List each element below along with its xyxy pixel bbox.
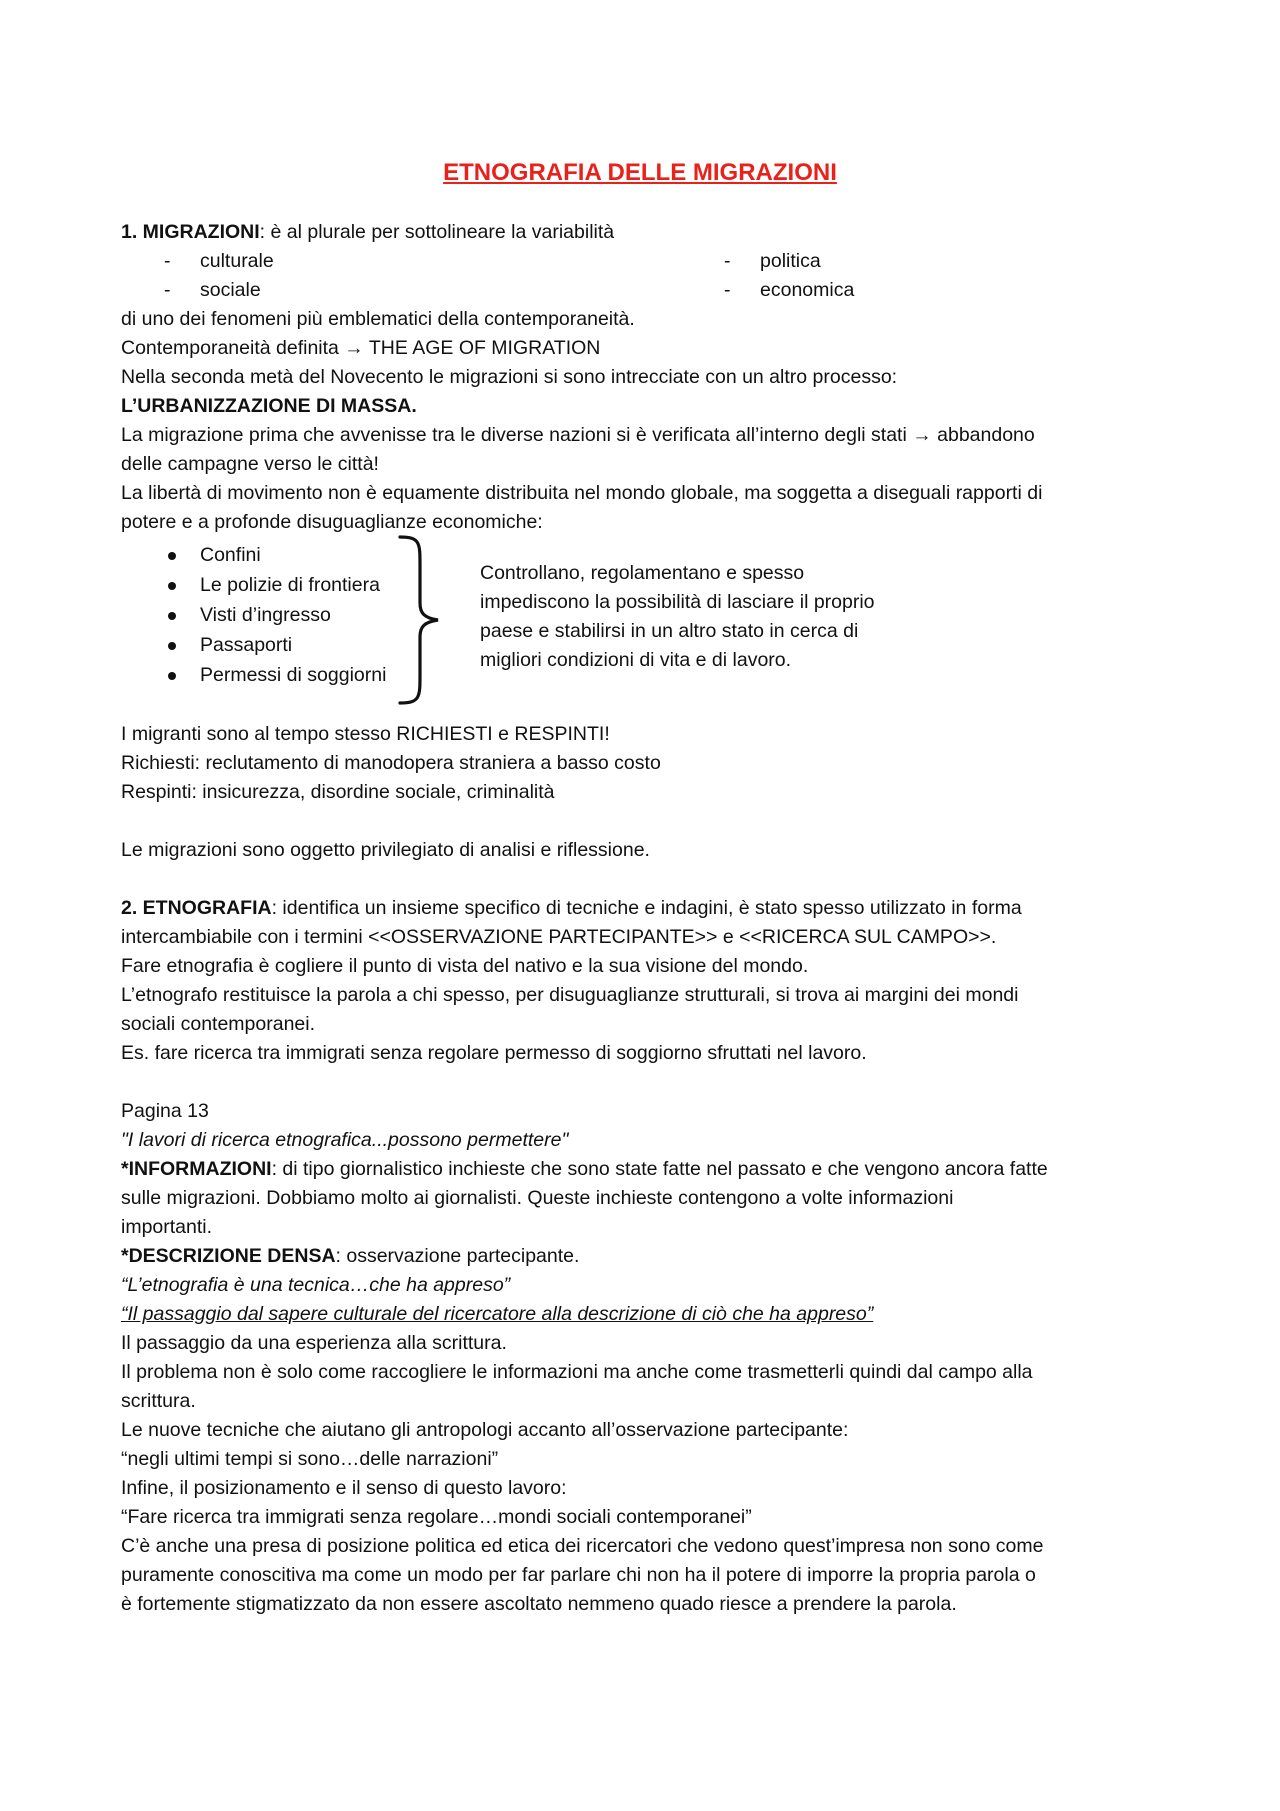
dash-item: culturale bbox=[200, 250, 274, 272]
paragraph-line: delle campagne verso le città! bbox=[121, 453, 379, 475]
paragraph-line: Respinti: insicurezza, disordine sociale, criminalità bbox=[121, 781, 555, 803]
paragraph-line: La libertà di movimento non è equamente distribuita nel mondo globale, ma soggetta a diseguali rapporti di bbox=[121, 482, 1043, 504]
info-text: : di tipo giornalistico inchieste che sono state fatte nel passato e che vengono ancora fatte bbox=[271, 1158, 1048, 1180]
dash-marker: - bbox=[724, 279, 731, 301]
page-reference: Pagina 13 bbox=[121, 1100, 209, 1122]
paragraph-line: potere e a profonde disuguaglianze economiche: bbox=[121, 511, 543, 533]
bullet-icon bbox=[168, 672, 176, 680]
paragraph-line: sulle migrazioni. Dobbiamo molto ai giornalisti. Queste inchieste contengono a volte informazioni bbox=[121, 1187, 954, 1209]
section-2-heading bbox=[121, 894, 1022, 923]
paragraph-line: I migranti sono al tempo stesso RICHIESTI e RESPINTI! bbox=[121, 723, 610, 745]
bullet-item: Confini bbox=[200, 544, 261, 566]
bullet-item: Passaporti bbox=[200, 634, 293, 656]
paragraph-line: Le nuove tecniche che aiutano gli antropologi accanto all’osservazione partecipante: bbox=[121, 1419, 849, 1441]
bullet-icon bbox=[168, 642, 176, 650]
bullet-item: Le polizie di frontiera bbox=[200, 574, 380, 596]
dash-marker: - bbox=[724, 250, 731, 272]
bullet-item: Visti d’ingresso bbox=[200, 604, 331, 626]
paragraph-line: La migrazione prima che avvenisse tra le diverse nazioni si è verificata all’interno degli stati → abbandono bbox=[121, 424, 1035, 446]
brace-text-line: Controllano, regolamentano e spesso bbox=[480, 562, 805, 584]
info-label: *INFORMAZIONI bbox=[121, 1158, 272, 1180]
quote-line: “L’etnografia è una tecnica…che ha appreso” bbox=[121, 1274, 511, 1296]
dash-item: economica bbox=[760, 279, 855, 301]
bullet-item: Permessi di soggiorni bbox=[200, 664, 387, 686]
info-heading bbox=[121, 1155, 1048, 1184]
section-1-label: 1. MIGRAZIONI bbox=[121, 221, 260, 243]
paragraph-line: Fare etnografia è cogliere il punto di vista del nativo e la sua visione del mondo. bbox=[121, 955, 809, 977]
paragraph-line: puramente conoscitiva ma come un modo per far parlare chi non ha il potere di imporre la propria parola o bbox=[121, 1564, 1036, 1586]
brace-text-line: migliori condizioni di vita e di lavoro. bbox=[480, 649, 792, 671]
desc-heading bbox=[121, 1242, 579, 1271]
paragraph-line: scrittura. bbox=[121, 1390, 196, 1412]
paragraph-line: è fortemente stigmatizzato da non essere ascoltato nemmeno quado riesce a prendere la parola. bbox=[121, 1593, 957, 1615]
dash-item: sociale bbox=[200, 279, 261, 301]
quote-line: "I lavori di ricerca etnografica...possono permettere" bbox=[121, 1129, 569, 1151]
paragraph-line: “Fare ricerca tra immigrati senza regolare…mondi sociali contemporanei” bbox=[121, 1506, 752, 1528]
paragraph-line: Nella seconda metà del Novecento le migrazioni si sono intrecciate con un altro processo: bbox=[121, 366, 898, 388]
paragraph-line: Richiesti: reclutamento di manodopera straniera a basso costo bbox=[121, 752, 661, 774]
desc-label: *DESCRIZIONE DENSA bbox=[121, 1245, 336, 1267]
paragraph-line: di uno dei fenomeni più emblematici della contemporaneità. bbox=[121, 308, 635, 330]
paragraph-line: Es. fare ricerca tra immigrati senza regolare permesso di soggiorno sfruttati nel lavoro. bbox=[121, 1042, 867, 1064]
paragraph-line: importanti. bbox=[121, 1216, 213, 1238]
paragraph-line: Contemporaneità definita → THE AGE OF MIGRATION bbox=[121, 337, 601, 359]
dash-marker: - bbox=[164, 279, 171, 301]
curly-brace-icon bbox=[392, 535, 448, 705]
desc-text: : osservazione partecipante. bbox=[335, 1245, 580, 1267]
paragraph-line: L’etnografo restituisce la parola a chi spesso, per disuguaglianze strutturali, si trova ai margini dei mondi bbox=[121, 984, 1019, 1006]
dash-item: politica bbox=[760, 250, 821, 272]
section-1-heading bbox=[121, 218, 614, 247]
section-2-intro: : identifica un insieme specifico di tecniche e indagini, è stato spesso utilizzato in forma bbox=[271, 897, 1022, 919]
brace-text-line: impediscono la possibilità di lasciare il proprio bbox=[480, 591, 875, 613]
bullet-icon bbox=[168, 552, 176, 560]
underlined-quote: “Il passaggio dal sapere culturale del ricercatore alla descrizione di ciò che ha appreso” bbox=[121, 1303, 874, 1325]
document-title: ETNOGRAFIA DELLE MIGRAZIONI bbox=[443, 159, 837, 186]
paragraph-line: Infine, il posizionamento e il senso di questo lavoro: bbox=[121, 1477, 567, 1499]
paragraph-line: Le migrazioni sono oggetto privilegiato di analisi e riflessione. bbox=[121, 839, 650, 861]
paragraph-line: C’è anche una presa di posizione politica ed etica dei ricercatori che vedono quest’impresa non sono come bbox=[121, 1535, 1044, 1557]
bullet-icon bbox=[168, 612, 176, 620]
paragraph-line: Il passaggio da una esperienza alla scrittura. bbox=[121, 1332, 507, 1354]
urbanization-heading: L’URBANIZZAZIONE DI MASSA. bbox=[121, 395, 417, 417]
paragraph-line: Il problema non è solo come raccogliere le informazioni ma anche come trasmetterli quindi dal campo alla bbox=[121, 1361, 1033, 1383]
section-1-intro: : è al plurale per sottolineare la variabilità bbox=[259, 221, 615, 243]
bullet-icon bbox=[168, 582, 176, 590]
paragraph-line: sociali contemporanei. bbox=[121, 1013, 316, 1035]
dash-marker: - bbox=[164, 250, 171, 272]
paragraph-line: intercambiabile con i termini <<OSSERVAZIONE PARTECIPANTE>> e <<RICERCA SUL CAMPO>>. bbox=[121, 926, 997, 948]
paragraph-line: “negli ultimi tempi si sono…delle narrazioni” bbox=[121, 1448, 499, 1470]
brace-text-line: paese e stabilirsi in un altro stato in cerca di bbox=[480, 620, 859, 642]
section-2-label: 2. ETNOGRAFIA bbox=[121, 897, 272, 919]
